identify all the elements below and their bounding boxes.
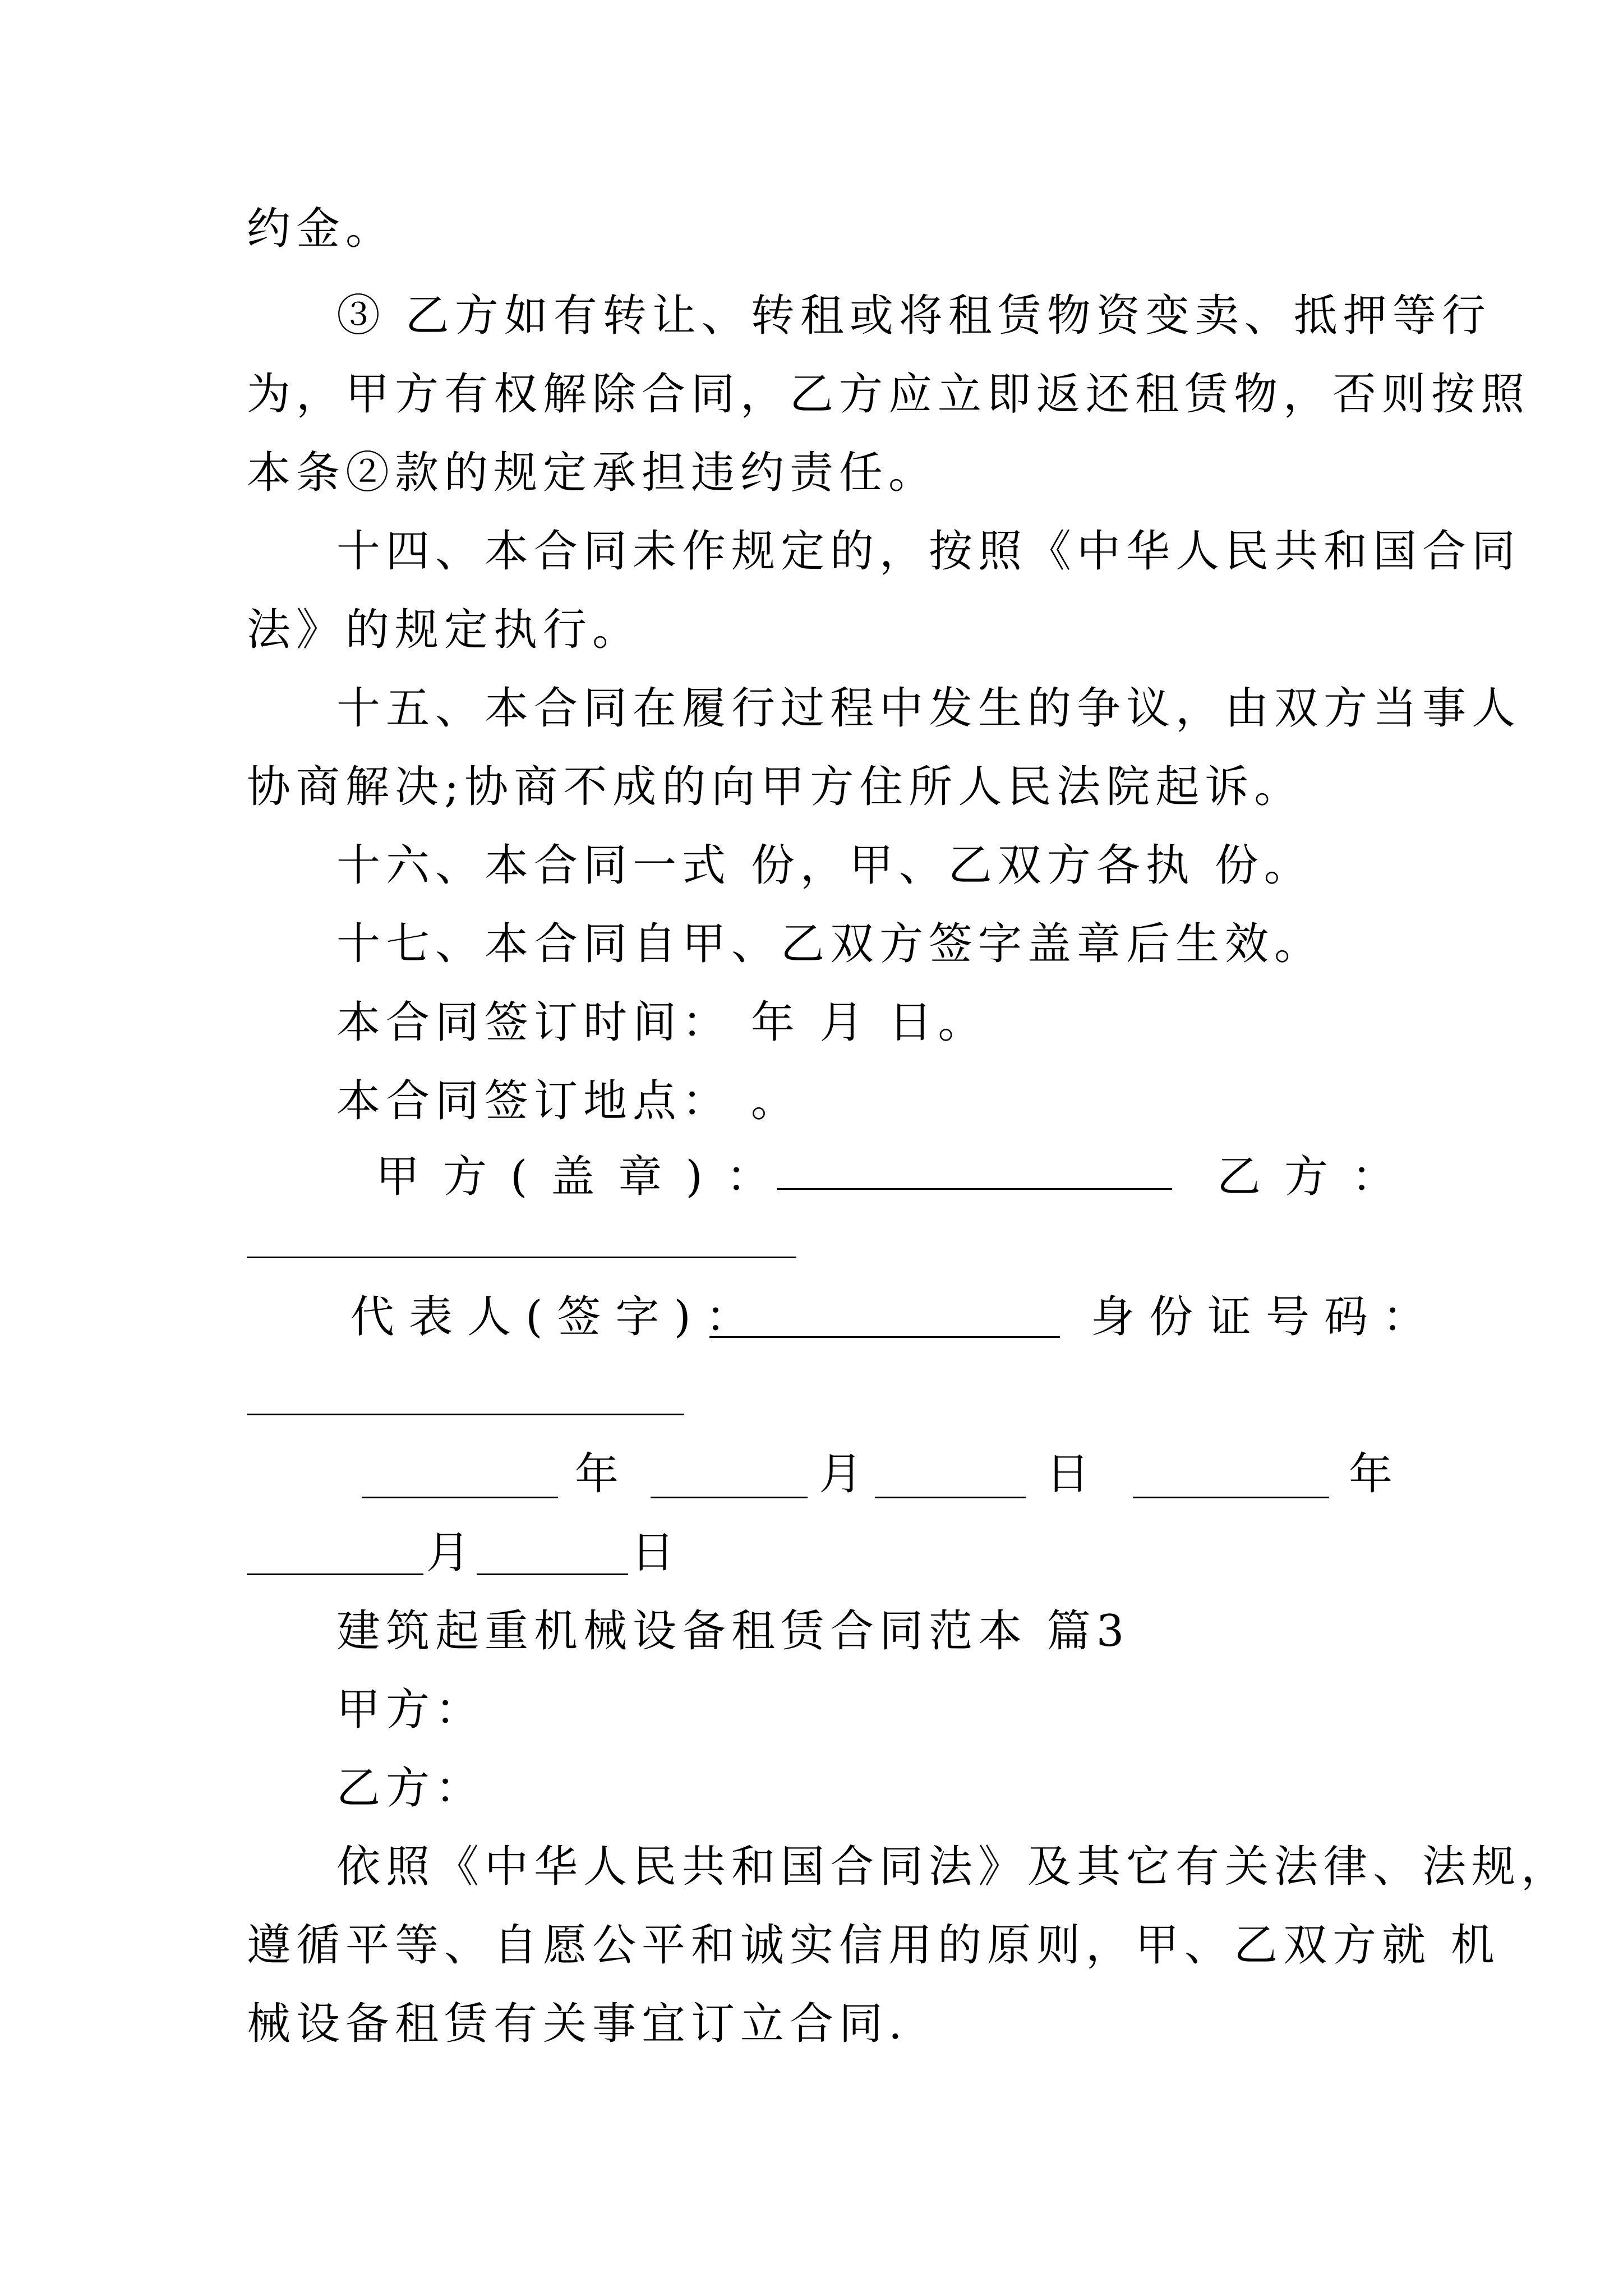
text-line: 本合同签订地点： 。 <box>336 1076 800 1126</box>
text-line: 十六、本合同一式 份，甲、乙双方各执 份。 <box>336 840 1313 891</box>
party-a-year: 年 <box>575 1449 625 1499</box>
party-b-day-blank <box>477 1573 628 1575</box>
party-b-month-blank <box>247 1573 423 1575</box>
text-line: 遵循平等、自愿公平和诚实信用的原则，甲、乙双方就 机 <box>247 1920 1500 1971</box>
text-line: 十七、本合同自甲、乙双方签字盖章后生效。 <box>336 919 1324 969</box>
party-a-signature-line <box>777 1188 1172 1190</box>
party-b-month: 月 <box>426 1527 476 1578</box>
id-number-label-line <box>1091 1290 1441 1344</box>
party-a-seal-label <box>376 1150 794 1204</box>
id-number-line <box>247 1414 684 1415</box>
text-line: 协商解决;协商不成的向甲方住所人民法院起诉。 <box>247 762 1304 812</box>
party-b-year: 年 <box>1349 1449 1399 1499</box>
text-line: 依照《中华人民共和国合同法》及其它有关法律、法规， <box>336 1842 1571 1892</box>
text-line: 乙方： <box>336 1763 485 1814</box>
representative-label: 代表人(签字)： <box>351 1292 764 1342</box>
party-a-label: 甲方(盖章)： <box>376 1152 794 1202</box>
text-line: 法》的规定执行。 <box>247 605 642 655</box>
party-a-day-blank <box>875 1497 1026 1498</box>
id-number-label: 身份证号码： <box>1091 1292 1441 1342</box>
party-b-signature-line <box>247 1257 796 1258</box>
party-a-month: 月 <box>819 1449 869 1499</box>
text-line: 十五、本合同在履行过程中发生的争议，由双方当事人 <box>336 683 1521 734</box>
party-b-label-line <box>1217 1150 1419 1204</box>
party-a-year-blank <box>362 1497 558 1498</box>
text-line: 为，甲方有权解除合同，乙方应立即返还租赁物，否则按照 <box>247 369 1530 420</box>
representative-signature-line <box>709 1336 1060 1338</box>
representative-label-line <box>351 1290 764 1344</box>
text-line: 甲方： <box>336 1685 485 1735</box>
text-line: ③ 乙方如有转让、转租或将租赁物资变卖、抵押等行 <box>336 291 1491 341</box>
text-line: 本条②款的规定承担违约责任。 <box>247 448 938 498</box>
section-title: 建筑起重机械设备租赁合同范本 篇3 <box>336 1606 1130 1657</box>
party-a-day: 日 <box>1046 1449 1096 1499</box>
party-b-year-blank <box>1133 1497 1329 1498</box>
text-line: 约金。 <box>247 204 395 254</box>
party-b-label: 乙方： <box>1217 1152 1419 1202</box>
party-a-month-blank <box>651 1497 808 1498</box>
text-line: 十四、本合同未作规定的，按照《中华人民共和国合同 <box>336 526 1521 577</box>
text-line: 械设备租赁有关事宜订立合同. <box>247 1999 908 2049</box>
text-line: 本合同签订时间： 年 月 日。 <box>336 997 988 1048</box>
party-b-day: 日 <box>631 1527 681 1578</box>
